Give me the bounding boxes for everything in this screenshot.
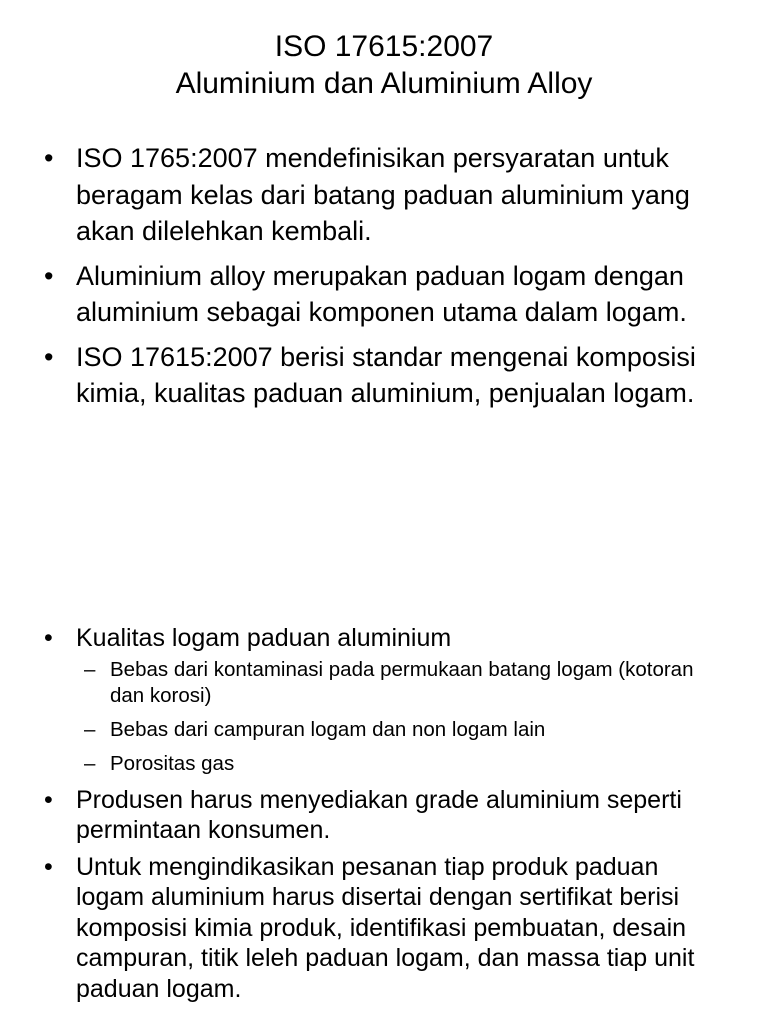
bullet-text: Aluminium alloy merupakan paduan logam dengan aluminium sebagai komponen utama dalam logam. (76, 260, 687, 327)
bullet-item (0, 258, 768, 331)
bullet-item (0, 623, 768, 777)
bullet-icon: • (44, 785, 53, 814)
bullet-text: ISO 1765:2007 mendefinisikan persyaratan untuk beragam kelas dari batang paduan aluminium yang akan dilelehkan kembali. (76, 143, 690, 246)
bullet-text: Kualitas logam paduan aluminium (76, 624, 452, 652)
bullet-list (0, 623, 768, 1010)
bullet-icon: • (44, 852, 53, 881)
bullet-text: ISO 17615:2007 berisi standar mengenai komposisi kimia, kualitas paduan aluminium, penjualan logam. (76, 341, 696, 408)
title-line-1: ISO 17615:2007 (274, 30, 494, 63)
bullet-text: Untuk mengindikasikan pesanan tiap produk paduan logam aluminium harus disertai dengan sertifikat berisi komposisi kimia produk, identifikasi pembuatan, desain campuran, titik leleh paduan logam, dan massa tiap unit paduan logam. (76, 852, 695, 1003)
title-line-2: Aluminium dan Aluminium Alloy (175, 67, 593, 100)
slide-2 (0, 512, 768, 1024)
bullet-icon: • (44, 341, 54, 372)
slide-title (0, 28, 768, 102)
dash-icon: – (84, 657, 96, 681)
bullet-item (0, 852, 768, 1005)
sub-bullet-text: Bebas dari campuran logam dan non logam lain (110, 717, 546, 741)
sub-bullet-item (76, 717, 728, 743)
dash-icon: – (84, 717, 96, 741)
sub-bullet-text: Bebas dari kontaminasi pada permukaan batang logam (kotoran dan korosi) (110, 657, 694, 707)
bullet-icon: • (44, 624, 53, 652)
bullet-text: Produsen harus menyediakan grade aluminium seperti permintaan konsumen. (76, 785, 682, 844)
bullet-item (0, 339, 768, 412)
bullet-item (0, 785, 768, 846)
bullet-item (0, 140, 768, 250)
sub-bullet-text: Porositas gas (110, 751, 235, 775)
bullet-list (0, 140, 768, 420)
dash-icon: – (84, 751, 96, 775)
sub-bullet-item (76, 657, 728, 709)
bullet-icon: • (44, 143, 54, 173)
bullet-icon: • (44, 260, 54, 291)
sub-bullet-item (76, 751, 728, 777)
sub-bullet-list (76, 657, 728, 777)
